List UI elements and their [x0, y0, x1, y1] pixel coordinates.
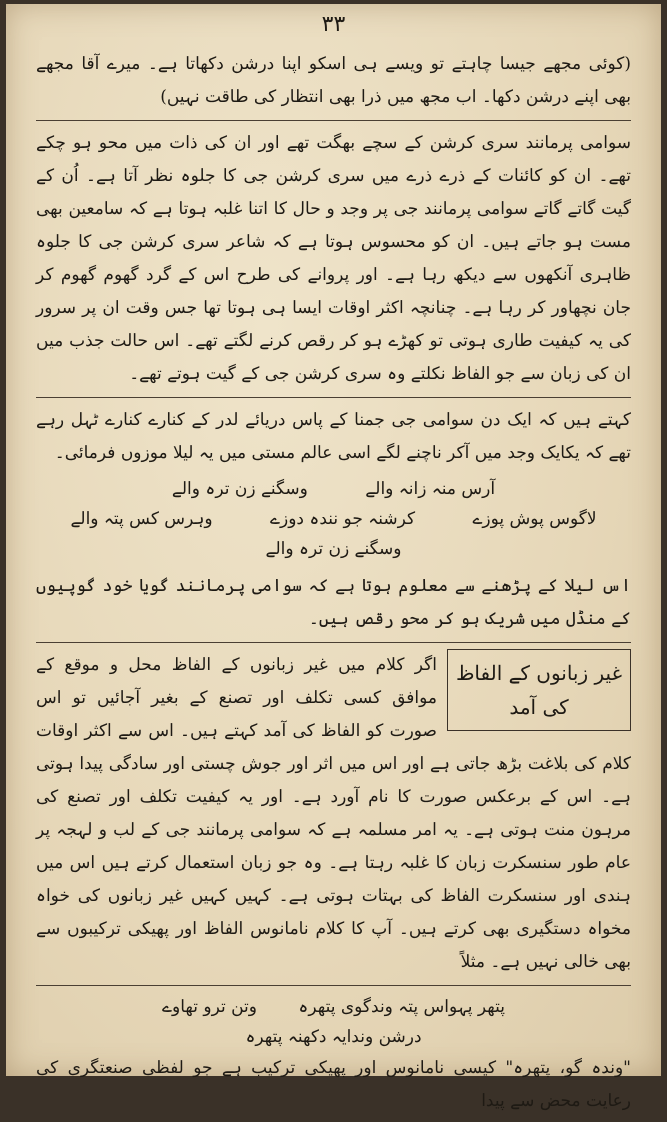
divider — [36, 397, 631, 398]
section-heading: غیر زبانوں کے الفاظ کی آمد — [447, 649, 631, 731]
section-foreign-words — [36, 649, 631, 979]
section-text: اگر کلام میں غیر زبانوں کے الفاظ محل و موقع کے موافق کسی تکلف اور تصنع کے بغیر آجائیں تو اس صورت کو الفاظ کی آمد کہتے ہیں۔ اس سے اکثر اوقات کلام کی بلاغت بڑھ جاتی ہے اور اس میں اثر اور جوش چستی اور سادگی پیدا ہوتی ہے۔ اس کے برعکس صورت کا نام آورد ہے۔ اور یہ کیفیت تکلف اور تصنع کی مرہون منت ہوتی ہے۔ یہ امر مسلمہ ہے کہ سوامی پرمانند جی کے لب و لہجہ پر عام طور سنسکرت زبان کا غلبہ رہتا ہے۔ وہ جو زبان استعمال کرتے ہیں اس میں ہندی اور سنسکرت الفاظ کی بہتات ہوتی ہے۔ کہیں کہیں غیر زبانوں کی خواہ مخواہ دستگیری بھی کرتے ہیں۔ آپ کا کلام نامانوس الفاظ اور پھیکی ترکیبوں سے بھی خالی نہیں ہے۔ مثلاً — [36, 655, 631, 972]
verse-hemistich: وہرس کس پتہ والے — [70, 509, 213, 529]
verse-hemistich: پتھر پہواس پتہ وندگوی پتھرہ — [298, 997, 505, 1017]
verse-line — [36, 474, 631, 504]
divider — [36, 642, 631, 643]
verse-hemistich: وسگنے زن ترہ والے — [265, 539, 402, 559]
verse-hemistich: لاگوس پوش پوزے — [472, 509, 597, 529]
manuscript-page — [6, 4, 661, 1111]
paragraph-story: کہتے ہیں کہ ایک دن سوامی جی جمنا کے پاس دریائے لدر کے کنارے کنارے ٹہل رہے تھے کہ یکایک وجد میں آکر ناچنے لگے اسی عالم مستی میں یہ لیلا موزوں فرمائی۔ — [36, 410, 631, 463]
divider — [36, 120, 631, 121]
verse-hemistich: درشن وندایہ دکھنہ پتھرہ — [245, 1027, 422, 1047]
verse-hemistich: کرشنہ جو نندہ دوزے — [270, 509, 416, 529]
page-number: ٣٣ — [321, 12, 346, 37]
verse-line — [36, 504, 631, 564]
closing-line: "وندہ گو، پتھرہ" کیسی نامانوس اور پھیکی ترکیب ہے جو لفظی صنعتگری کی رعایت محض سے پیدا — [36, 1058, 631, 1111]
closing-verse — [36, 992, 631, 1052]
verse-hemistich: وتن ترو تھاوے — [162, 997, 257, 1017]
paragraph-after-verse: اس لیلا کے پڑھنے سے معلوم ہوتا ہے کہ سوامی پرمانند گویا خود گوپیوں کے منڈل میں شریک ہو کر محو رقص ہیں۔ — [36, 576, 631, 629]
page-content — [36, 48, 631, 1122]
verse-hemistich: آرس منہ زانہ والے — [365, 479, 496, 499]
opening-quote: (کوئی مجھے جیسا چاہتے تو ویسے ہی اسکو اپنا درشن دکھاتا ہے۔ میرے آقا مجھے بھی اپنے درشن دکھا۔ اب مجھ میں ذرا بھی انتظار کی طاقت نہیں) — [36, 54, 631, 107]
verse-hemistich: وسگنے زن ترہ والے — [171, 479, 308, 499]
verse-block — [36, 474, 631, 564]
divider — [36, 985, 631, 986]
paragraph-swami: سوامی پرمانند سری کرشن کے سچے بھگت تھے اور ان کی ذات میں محو ہو چکے تھے۔ ان کو کائنات کے ذرے ذرے میں سری کرشن جی کا جلوہ نظر آتا ہے۔ اُن کے گیت گاتے گاتے سوامی پرمانند جی پر وجد و حال کا اتنا غلبہ ہوتا ہے کہ سامعین بھی مست ہو جاتے ہیں۔ ان کو محسوس ہوتا ہے کہ شاعر سری کرشن جی کا جلوہ ظاہری آنکھوں سے دیکھ رہا ہے۔ اور پروانے کی طرح اس کے گرد گھوم گھوم کر جان نچھاور کر رہا ہے۔ چنانچہ اکثر اوقات ایسا ہی ہوتا تھا جس وقت ان پر سرور کی یہ کیفیت طاری ہوتی تو کھڑے ہو کر رقص کرنے لگتے تھے۔ اس حالت جذب میں ان کی زبان سے جو الفاظ نکلتے وہ سری کرشن جی کے گیت ہوتے تھے۔ — [36, 133, 631, 384]
